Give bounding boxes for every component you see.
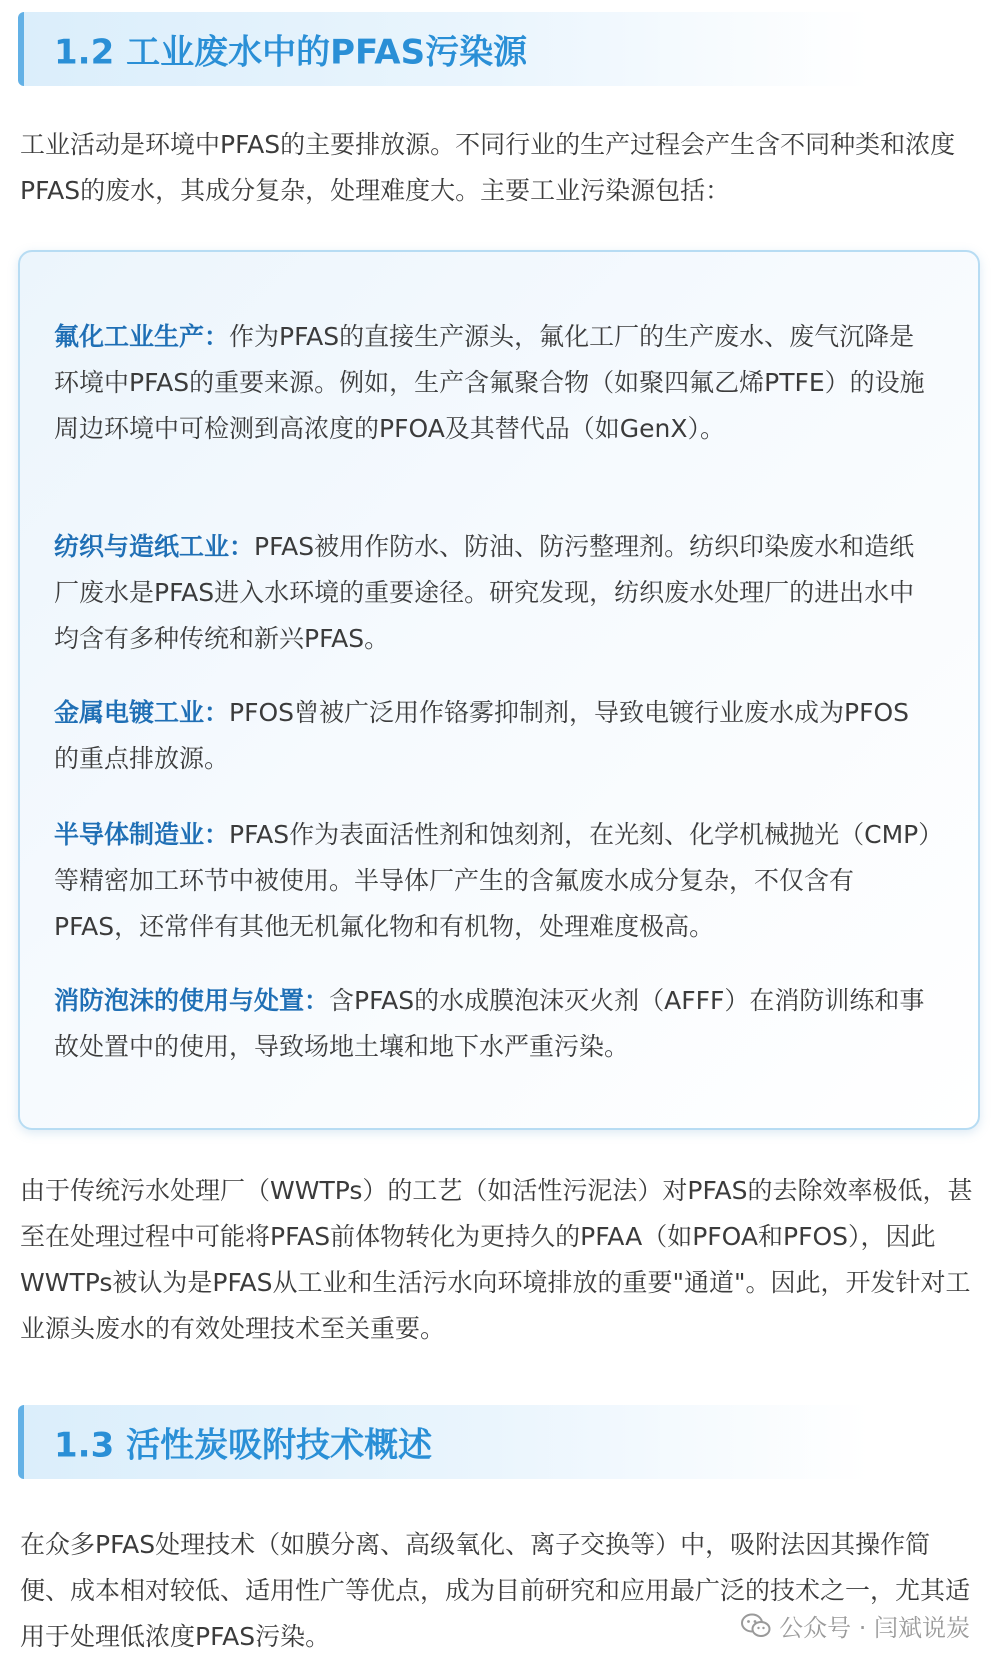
source-item-fluorochemical xyxy=(54,314,934,452)
source-item-firefighting-foam xyxy=(54,978,934,1070)
source-label: 纺织与造纸工业： xyxy=(54,532,255,561)
section-title: 1.2 工业废水中的PFAS污染源 xyxy=(54,32,528,73)
pollution-sources-box xyxy=(18,250,980,1130)
source-label: 半导体制造业： xyxy=(54,820,230,849)
source-label: 氟化工业生产： xyxy=(54,322,230,351)
source-label: 金属电镀工业： xyxy=(54,698,230,727)
source-text: PFOS曾被广泛用作铬雾抑制剂，导致电镀行业废水成为PFOS的重点排放源。 xyxy=(54,698,910,773)
source-label: 消防泡沫的使用与处置： xyxy=(54,986,330,1015)
source-item-semiconductor xyxy=(54,812,934,950)
wwtp-paragraph: 由于传统污水处理厂（WWTPs）的工艺（如活性污泥法）对PFAS的去除效率极低，甚至在处理过程中可能将PFAS前体物转化为更持久的PFAA（如PFOA和PFOS），因此WWTPs被认为是PFAS从工业和生活污水向环境排放的重要"通道"。因此，开发针对工业源头废水的有效处理技术至关重要。 xyxy=(20,1176,973,1343)
source-text: 作为PFAS的直接生产源头，氟化工厂的生产废水、废气沉降是环境中PFAS的重要来源。例如，生产含氟聚合物（如聚四氟乙烯PTFE）的设施周边环境中可检测到高浓度的PFOA及其替代品（如GenX）。 xyxy=(54,322,925,443)
section-heading-1-3 xyxy=(18,1405,870,1479)
adsorption-paragraph: 在众多PFAS处理技术（如膜分离、高级氧化、离子交换等）中，吸附法因其操作简便、成本相对较低、适用性广等优点，成为目前研究和应用最广泛的技术之一，尤其适用于处理低浓度PFAS污染。 xyxy=(20,1530,971,1651)
source-item-textile-paper xyxy=(54,524,934,662)
source-text: 含PFAS的水成膜泡沫灭火剂（AFFF）在消防训练和事故处置中的使用，导致场地土壤和地下水严重污染。 xyxy=(54,986,925,1061)
watermark-text: 公众号 · 闫斌说炭 xyxy=(779,1614,970,1642)
wechat-icon xyxy=(741,1613,771,1639)
watermark xyxy=(741,1608,970,1643)
source-text: PFAS作为表面活性剂和蚀刻剂，在光刻、化学机械抛光（CMP）等精密加工环节中被使用。半导体厂产生的含氟废水成分复杂，不仅含有PFAS，还常伴有其他无机氟化物和有机物，处理难度极高。 xyxy=(54,820,931,941)
section-title: 1.3 活性炭吸附技术概述 xyxy=(54,1425,433,1466)
section-heading-1-2 xyxy=(18,12,870,86)
intro-paragraph: 工业活动是环境中PFAS的主要排放源。不同行业的生产过程会产生含不同种类和浓度PFAS的废水，其成分复杂，处理难度大。主要工业污染源包括： xyxy=(20,130,956,205)
source-item-electroplating xyxy=(54,690,934,782)
source-text: PFAS被用作防水、防油、防污整理剂。纺织印染废水和造纸厂废水是PFAS进入水环境的重要途径。研究发现，纺织废水处理厂的进出水中均含有多种传统和新兴PFAS。 xyxy=(54,532,915,653)
